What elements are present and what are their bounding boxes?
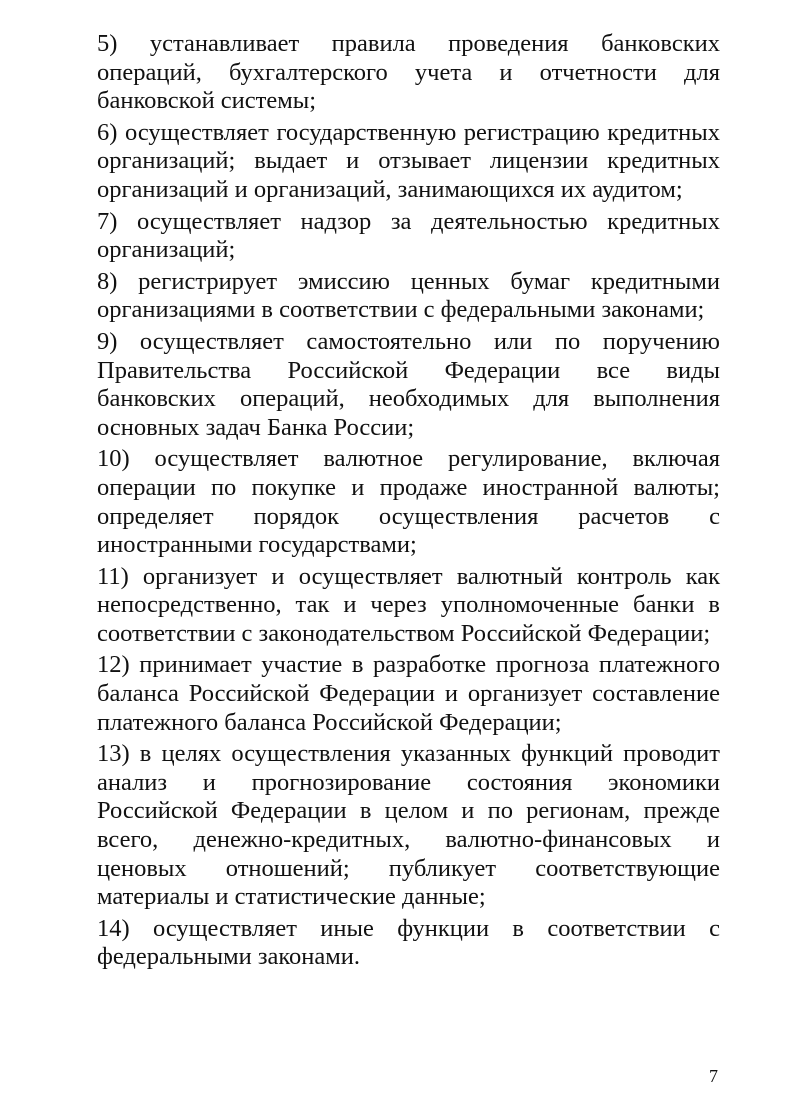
- list-item: 7) осуществляет надзор за деятельностью кредитных организаций;: [97, 207, 720, 264]
- list-item: 9) осуществляет самостоятельно или по поручению Правительства Российской Федерации все виды банковских операций, необходимых для выполнения основных задач Банка России;: [97, 327, 720, 441]
- list-item: 6) осуществляет государственную регистрацию кредитных организаций; выдает и отзывает лицензии кредитных организаций и организаций, занимающихся их аудитом;: [97, 118, 720, 203]
- list-item: 10) осуществляет валютное регулирование, включая операции по покупке и продаже иностранной валюты; определяет порядок осуществления расчетов с иностранными государствами;: [97, 445, 720, 559]
- list-item: 14) осуществляет иные функции в соответствии с федеральными законами.: [97, 914, 720, 971]
- list-item: 12) принимает участие в разработке прогноза платежного баланса Российской Федерации и организует составление платежного баланса Российской Федерации;: [97, 651, 720, 736]
- functions-list: [97, 30, 720, 975]
- list-item: 5) устанавливает правила проведения банковских операций, бухгалтерского учета и отчетности для банковской системы;: [97, 30, 720, 115]
- list-item: 13) в целях осуществления указанных функций проводит анализ и прогнозирование состояния экономики Российской Федерации в целом и по регионам, прежде всего, денежно-кредитных, валютно-финансовых и ценовых отношений; публикует соответствующие материалы и статистические данные;: [97, 740, 720, 911]
- list-item: 11) организует и осуществляет валютный контроль как непосредственно, так и через уполномоченные банки в соответствии с законодательством Российской Федерации;: [97, 562, 720, 647]
- page-number: 7: [709, 1066, 718, 1086]
- list-item: 8) регистрирует эмиссию ценных бумаг кредитными организациями в соответствии с федеральными законами;: [97, 267, 720, 324]
